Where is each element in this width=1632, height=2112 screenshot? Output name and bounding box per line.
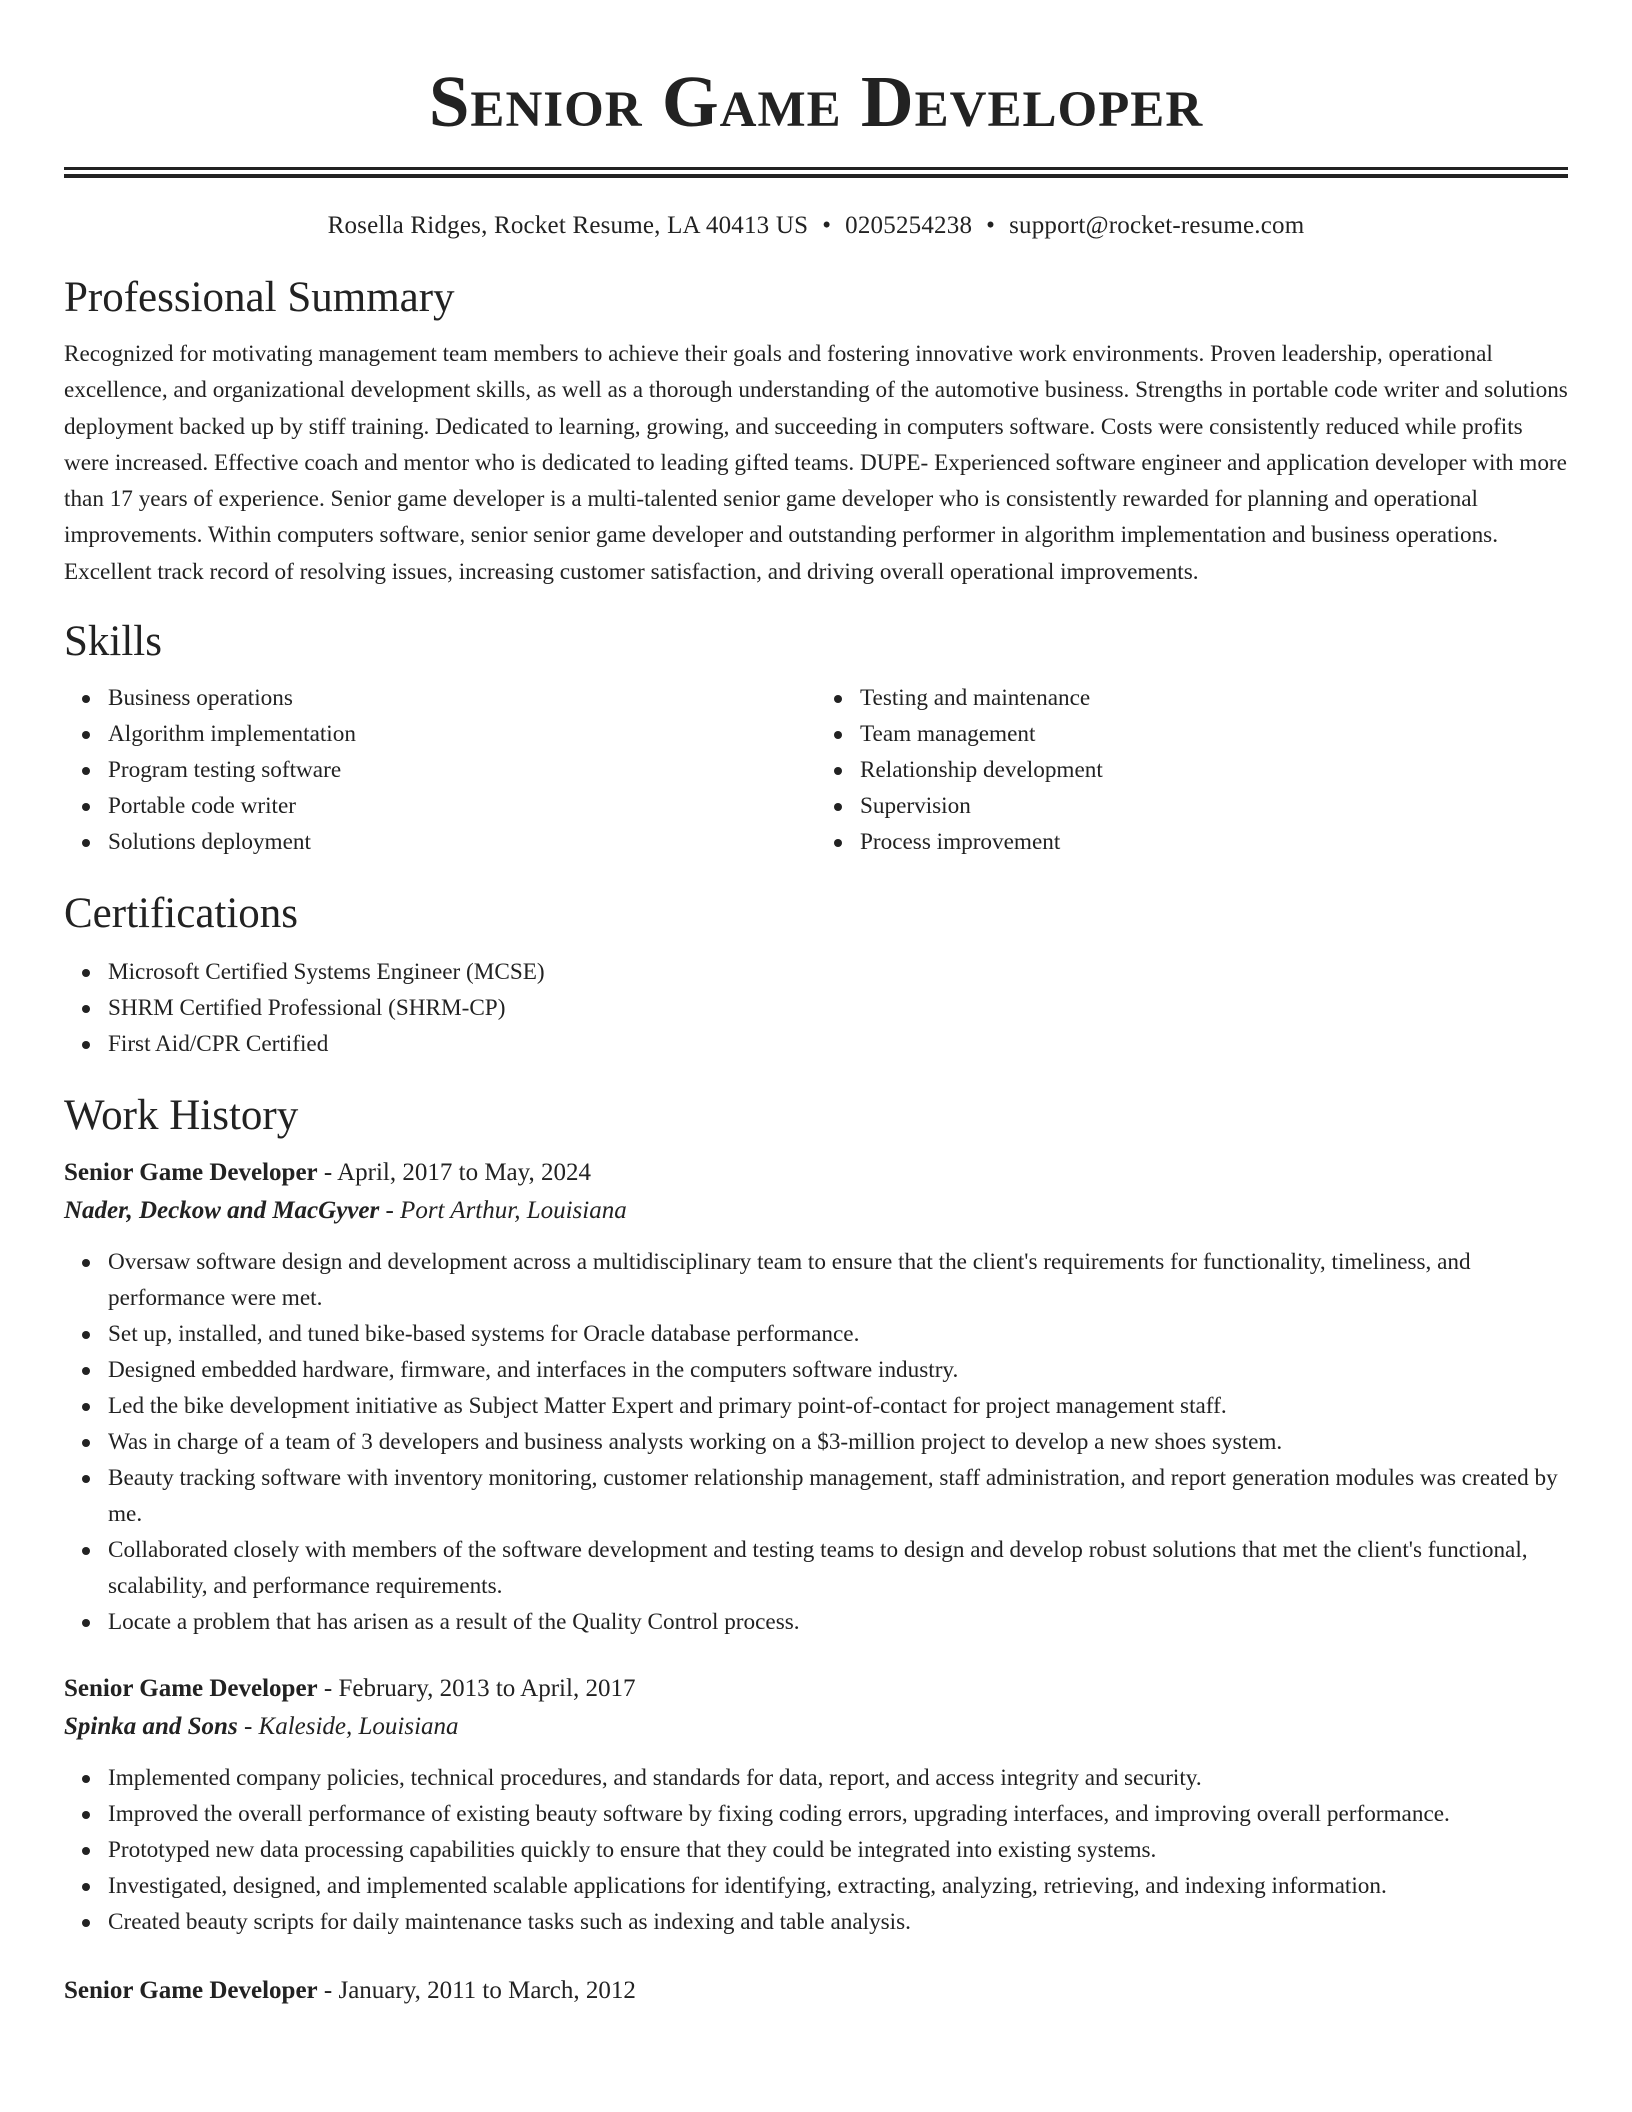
job-duty: Created beauty scripts for daily maintenance tasks such as indexing and table analysis. bbox=[108, 1904, 1568, 1940]
page-title: Senior Game Developer bbox=[428, 61, 1204, 142]
skill-item: Relationship development bbox=[860, 752, 1568, 788]
job-duty: Collaborated closely with members of the software development and testing teams to design and develop robust solutions that met the client's functional, scalability, and performance requirements. bbox=[108, 1532, 1568, 1604]
contact-line bbox=[64, 210, 1568, 242]
job-entry bbox=[64, 1154, 1568, 1640]
job-company-line bbox=[64, 1192, 1568, 1230]
job-location: - Kaleside, Louisiana bbox=[237, 1713, 459, 1741]
job-duty: Implemented company policies, technical procedures, and standards for data, report, and access integrity and security. bbox=[108, 1760, 1568, 1796]
job-dates: - April, 2017 to May, 2024 bbox=[317, 1159, 592, 1187]
summary-text: Recognized for motivating management team members to achieve their goals and fostering innovative work environments. Proven leadership, operational excellence, and organizational development skills, as well as a thorough understanding of the automotive business. Strengths in portable code writer and solutions deployment backed up by stiff training. Dedicated to learning, growing, and succeeding in computers software. Costs were consistently reduced while profits were increased. Effective coach and mentor who is dedicated to leading gifted teams. DUPE- Experienced software engineer and application developer with more than 17 years of experience. Senior game developer is a multi-talented senior game developer who is consistently rewarded for planning and operational improvements. Within computers software, senior senior game developer and outstanding performer in algorithm implementation and business operations. Excellent track record of resolving issues, increasing customer satisfaction, and driving overall operational improvements. bbox=[64, 341, 1568, 585]
title-divider bbox=[64, 167, 1568, 178]
job-title: Senior Game Developer bbox=[64, 1675, 318, 1703]
job-duty: Beauty tracking software with inventory monitoring, customer relationship management, staff administration, and report generation modules was created by me. bbox=[108, 1460, 1568, 1532]
contact-email: support@rocket-resume.com bbox=[1009, 212, 1305, 239]
job-duty: Set up, installed, and tuned bike-based systems for Oracle database performance. bbox=[108, 1316, 1568, 1352]
skills-list-right bbox=[816, 680, 1568, 860]
contact-separator: • bbox=[822, 212, 832, 239]
job-title-line bbox=[64, 1154, 1568, 1192]
job-location: - Port Arthur, Louisiana bbox=[379, 1197, 627, 1225]
skill-item: Team management bbox=[860, 716, 1568, 752]
skill-item: Business operations bbox=[108, 680, 816, 716]
job-duty: Led the bike development initiative as Subject Matter Expert and primary point-of-contact for project management staff. bbox=[108, 1388, 1568, 1424]
job-duty: Oversaw software design and development across a multidisciplinary team to ensure that the client's requirements for functionality, timeliness, and performance were met. bbox=[108, 1244, 1568, 1316]
certifications-heading: Certifications bbox=[64, 890, 299, 938]
contact-phone: 0205254238 bbox=[845, 212, 973, 239]
job-duty: Prototyped new data processing capabilities quickly to ensure that they could be integrated into existing systems. bbox=[108, 1832, 1568, 1868]
job-title-line bbox=[64, 1972, 1568, 2010]
job-dates: - January, 2011 to March, 2012 bbox=[317, 1977, 636, 2005]
skill-item: Program testing software bbox=[108, 752, 816, 788]
contact-address: Rosella Ridges, Rocket Resume, LA 40413 US bbox=[327, 212, 809, 239]
job-title: Senior Game Developer bbox=[64, 1159, 318, 1187]
job-company-line bbox=[64, 1708, 1568, 1746]
job-title: Senior Game Developer bbox=[64, 1977, 318, 2005]
job-duty: Investigated, designed, and implemented scalable applications for identifying, extracting, analyzing, retrieving, and indexing information. bbox=[108, 1868, 1568, 1904]
certification-item: SHRM Certified Professional (SHRM-CP) bbox=[108, 990, 1568, 1026]
job-title-line bbox=[64, 1670, 1568, 1708]
skill-item: Algorithm implementation bbox=[108, 716, 816, 752]
skill-item: Portable code writer bbox=[108, 788, 816, 824]
job-duties-list bbox=[64, 1244, 1568, 1640]
certifications-list bbox=[64, 954, 1568, 1062]
skill-item: Solutions deployment bbox=[108, 824, 816, 860]
certification-item: First Aid/CPR Certified bbox=[108, 1026, 1568, 1062]
job-dates: - February, 2013 to April, 2017 bbox=[317, 1675, 636, 1703]
job-duty: Was in charge of a team of 3 developers and business analysts working on a $3-million project to develop a new shoes system. bbox=[108, 1424, 1568, 1460]
job-duty: Designed embedded hardware, firmware, and interfaces in the computers software industry. bbox=[108, 1352, 1568, 1388]
job-duty: Improved the overall performance of existing beauty software by fixing coding errors, upgrading interfaces, and improving overall performance. bbox=[108, 1796, 1568, 1832]
skill-item: Process improvement bbox=[860, 824, 1568, 860]
job-company: Nader, Deckow and MacGyver bbox=[64, 1197, 380, 1225]
job-entry bbox=[64, 1972, 1568, 2010]
job-entry bbox=[64, 1670, 1568, 1940]
certification-item: Microsoft Certified Systems Engineer (MCSE) bbox=[108, 954, 1568, 990]
job-duties-list bbox=[64, 1760, 1568, 1940]
skill-item: Testing and maintenance bbox=[860, 680, 1568, 716]
job-duty: Locate a problem that has arisen as a result of the Quality Control process. bbox=[108, 1604, 1568, 1640]
skills-grid bbox=[64, 680, 1568, 860]
skills-heading: Skills bbox=[64, 618, 162, 666]
skills-list-left bbox=[64, 680, 816, 860]
work-history-heading: Work History bbox=[64, 1092, 299, 1140]
contact-separator: • bbox=[986, 212, 996, 239]
job-company: Spinka and Sons bbox=[64, 1713, 238, 1741]
summary-heading: Professional Summary bbox=[64, 274, 455, 321]
skill-item: Supervision bbox=[860, 788, 1568, 824]
